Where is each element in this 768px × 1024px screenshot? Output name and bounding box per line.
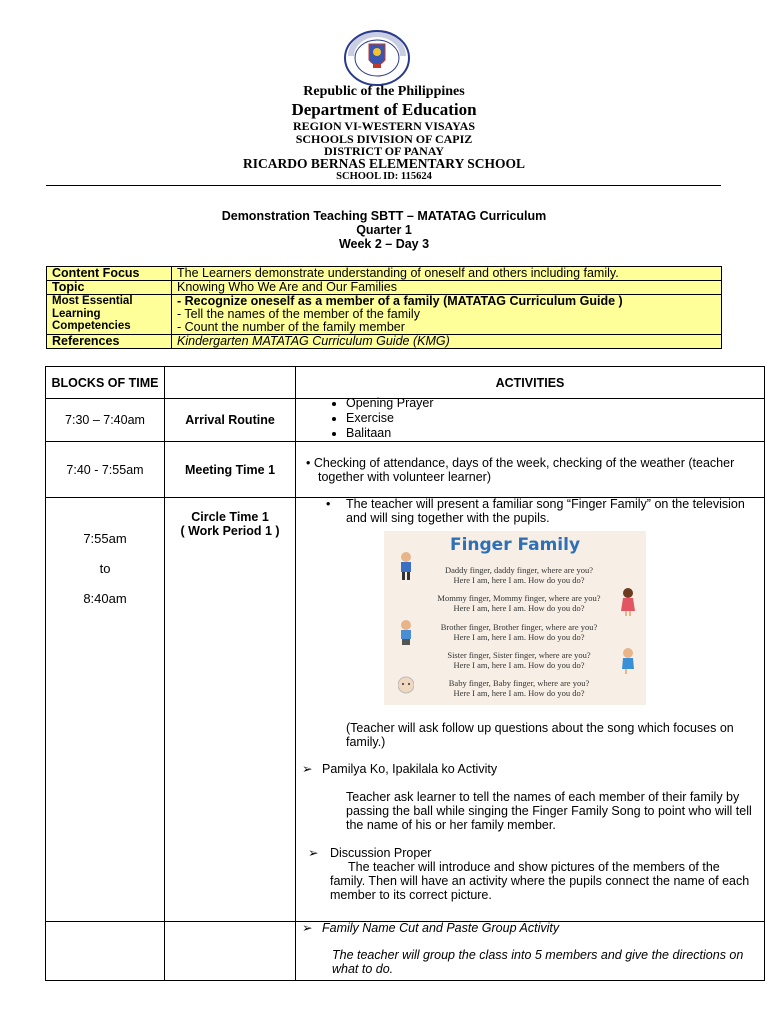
bullet-icon: • [326, 497, 331, 511]
time-cell [46, 498, 165, 922]
verse-line: Mommy finger, Mommy finger, where are you? [437, 593, 601, 603]
song-verse [414, 593, 624, 613]
block-cell [165, 922, 296, 981]
verse-line: Sister finger, Sister finger, where are you? [447, 650, 591, 660]
finger-family-song-image [384, 531, 646, 705]
block-title: Circle Time 1 [191, 510, 269, 524]
topic-row [47, 281, 722, 295]
activity-title: Pamilya Ko, Ipakilala ko Activity [322, 762, 498, 776]
district-line: DISTRICT OF PANAY [323, 144, 445, 158]
region-line: REGION VI-WESTERN VISAYAS [292, 119, 476, 133]
mec-label: Most Essential Learning Competencies [47, 295, 172, 335]
col-activities-header: ACTIVITIES [296, 367, 765, 399]
daddy-figure-icon [398, 551, 414, 581]
activity-item [296, 921, 764, 935]
time-end: 8:40am [83, 591, 127, 606]
content-focus-value: The Learners demonstrate understanding of oneself and others including family. [172, 267, 722, 281]
time-start: 7:55am [83, 531, 127, 546]
mec-item: - Tell the names of the member of the family [177, 308, 716, 321]
song-intro: The teacher will present a familiar song “Finger Family” on the television and will sing together with the pupils. [346, 497, 745, 525]
activities-cell [296, 922, 765, 981]
lesson-info-table [46, 266, 722, 349]
table-row [46, 399, 765, 442]
attendance-activity: Checking of attendance, days of the week, checking of the weather (teacher together with volunteer learner) [313, 455, 735, 484]
verse-line: Here I am, here I am. How do you do? [453, 688, 585, 698]
song-title: Finger Family [449, 535, 581, 555]
schedule-header-row [46, 367, 765, 399]
activities-cell [296, 498, 765, 922]
mec-row [47, 295, 722, 335]
col-time-header: BLOCKS OF TIME [46, 367, 165, 399]
col-block-header [165, 367, 296, 399]
song-verse [414, 565, 624, 585]
doc-title: Demonstration Teaching SBTT – MATATAG Curriculum [221, 209, 547, 223]
arrow-bullet-icon: ➢ [302, 762, 313, 776]
verse-line: Here I am, here I am. How do you do? [453, 575, 585, 585]
content-focus-label: Content Focus [47, 267, 172, 281]
school-id: SCHOOL ID: 115624 [336, 171, 432, 182]
activity-description: Teacher ask learner to tell the names of each member of their family by passing the ball while singing the Finger Family Song to point who will tell the name of his or her family member. [346, 790, 752, 832]
activity-description: The teacher will introduce and show pictures of the members of the family. Then will have an activity where the pupils connect the name of each member to its correct picture. [330, 860, 750, 902]
time-cell [46, 922, 165, 981]
department-line: Department of Education [291, 100, 477, 119]
activity-description: The teacher will group the class into 5 members and give the directions on what to do. [332, 948, 744, 976]
references-value: Kindergarten MATATAG Curriculum Guide (KMG) [172, 335, 722, 349]
mec-item: - Recognize oneself as a member of a family (MATATAG Curriculum Guide ) [177, 295, 716, 308]
activity-item [296, 762, 764, 776]
brother-figure-icon [398, 619, 414, 649]
verse-line: Brother finger, Brother finger, where are you? [440, 622, 598, 632]
bullet-icon: • [306, 455, 314, 470]
block-cell [165, 498, 296, 922]
time-cell: 7:40 - 7:55am [46, 442, 165, 498]
topic-label: Topic [47, 281, 172, 295]
mec-value [172, 295, 722, 335]
block-cell: Arrival Routine [165, 399, 296, 442]
activity-item [296, 846, 764, 860]
table-row [46, 498, 765, 922]
activities-cell [296, 396, 765, 442]
list-item: • Balitaan [346, 426, 764, 441]
baby-figure-icon [398, 673, 414, 703]
followup-text: (Teacher will ask follow up questions about the song which focuses on family.) [346, 721, 734, 749]
doc-week-day: Week 2 – Day 3 [338, 237, 430, 251]
schedule-table [45, 366, 765, 981]
doc-quarter: Quarter 1 [356, 223, 412, 237]
table-row [46, 442, 765, 498]
song-verse [414, 650, 624, 670]
verse-line: Baby finger, Baby finger, where are you? [448, 678, 590, 688]
activity-title: Family Name Cut and Paste Group Activity [322, 921, 560, 935]
table-row [46, 922, 765, 981]
school-name: RICARDO BERNAS ELEMENTARY SCHOOL [243, 156, 525, 171]
division-line: SCHOOLS DIVISION OF CAPIZ [295, 132, 473, 146]
list-item: • Exercise [346, 411, 764, 426]
topic-value: Knowing Who We Are and Our Families [172, 281, 722, 295]
verse-line: Here I am, here I am. How do you do? [453, 660, 585, 670]
arrow-bullet-icon: ➢ [302, 921, 313, 935]
list-item: • Opening Prayer [346, 396, 764, 411]
song-verse [414, 622, 624, 642]
verse-line: Here I am, here I am. How do you do? [453, 632, 585, 642]
republic-line: Republic of the Philippines [303, 84, 465, 99]
references-label: References [47, 335, 172, 349]
song-verse [414, 678, 624, 698]
activities-cell [296, 442, 765, 498]
block-cell: Meeting Time 1 [165, 442, 296, 498]
activity-title: Discussion Proper [330, 846, 432, 860]
time-to: to [99, 561, 111, 576]
header-divider [46, 185, 721, 186]
block-subtitle: ( Work Period 1 ) [180, 524, 280, 538]
mec-item: - Count the number of the family member [177, 321, 716, 334]
time-cell: 7:30 – 7:40am [46, 399, 165, 442]
deped-seal-logo [343, 30, 411, 86]
verse-line: Here I am, here I am. How do you do? [453, 603, 585, 613]
arrow-bullet-icon: ➢ [308, 846, 319, 860]
content-focus-row [47, 267, 722, 281]
verse-line: Daddy finger, daddy finger, where are you? [444, 565, 593, 575]
references-row [47, 335, 722, 349]
